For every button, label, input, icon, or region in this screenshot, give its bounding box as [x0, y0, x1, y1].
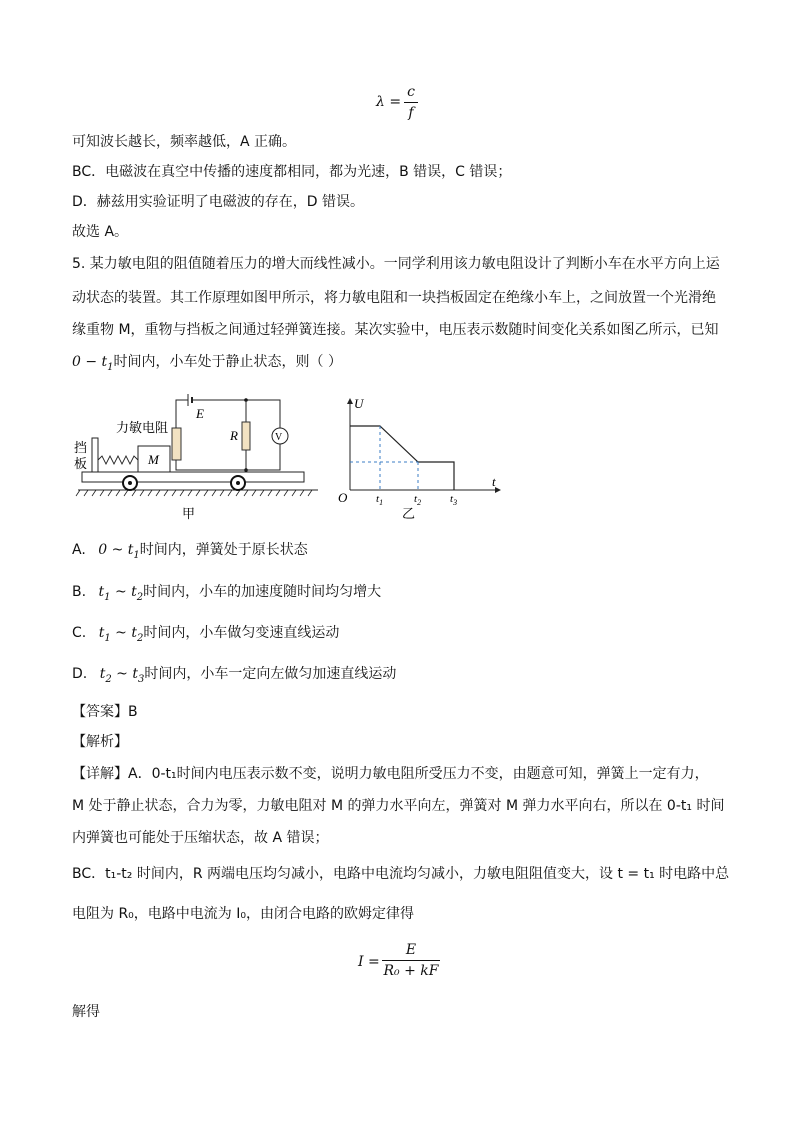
option-text: 时间内，小车一定向左做匀加速直线运动: [144, 666, 397, 682]
force-sensitive-resistor: [172, 428, 181, 460]
option-time-range: t: [98, 625, 105, 641]
resistor-R: [242, 422, 250, 450]
option-time-range: t: [99, 666, 106, 682]
formula-lambda-lhs: λ =: [376, 94, 402, 110]
answer-tag: 【答案】: [72, 704, 128, 720]
fraction-bar: [382, 960, 440, 961]
option-letter: D.: [72, 666, 88, 682]
option-text: 时间内，小车的加速度随时间均匀增大: [143, 584, 382, 600]
label-t: t: [492, 474, 496, 489]
option-A[interactable]: [72, 540, 308, 566]
subscript: 1: [104, 591, 111, 603]
option-letter: A.: [72, 542, 86, 558]
fraction-bar: [404, 102, 418, 103]
wire: [192, 400, 280, 428]
detail-line: 【详解】A．0-t₁时间内电压表示数不变，说明力敏电阻所受压力不变，由题意可知，弹簧上一定有力，: [72, 766, 709, 782]
label-M: M: [148, 452, 159, 467]
spring: [98, 456, 138, 464]
detail-line: 内弹簧也可能处于压缩状态，故 A 错误；: [72, 830, 329, 846]
detail-line: 电阻为 R₀，电路中电流为 I₀，由闭合电路的欧姆定律得: [72, 906, 414, 922]
figure-voltage-time-graph: [330, 390, 510, 520]
label-U: U: [354, 396, 364, 411]
t-axis-arrow: [495, 487, 501, 493]
fraction-numerator: c: [407, 84, 415, 100]
answer-value: B: [128, 704, 138, 720]
option-D[interactable]: [72, 664, 396, 690]
option-time-range: t: [98, 584, 105, 600]
label-baffle-2: 板: [74, 457, 88, 472]
formula-ohm-fraction: [382, 942, 440, 979]
figure-circuit-cart: [70, 390, 320, 520]
option-text: 时间内，弹簧处于原长状态: [139, 542, 308, 558]
subscript: 2: [136, 591, 144, 603]
fraction-numerator: E: [405, 942, 417, 958]
wire: [176, 444, 280, 470]
wheel-hub: [128, 481, 132, 485]
option-time-range: ~ t: [110, 584, 137, 600]
label-V: V: [275, 432, 283, 443]
caption-jia: 甲: [182, 507, 196, 520]
paragraph: D．赫兹用实验证明了电磁波的存在，D 错误。: [72, 194, 365, 210]
question-5-tail: 时间内，小车处于静止状态，则（ ）: [113, 354, 342, 370]
label-baffle-1: 挡: [74, 441, 88, 456]
option-B[interactable]: [72, 582, 381, 608]
formula-ohm-lhs: I =: [358, 954, 380, 970]
analysis-tag: 【解析】: [72, 734, 128, 750]
option-time-range: ~ t: [111, 666, 138, 682]
option-letter: C.: [72, 625, 87, 641]
label-sensor: 力敏电阻: [116, 421, 169, 436]
tick-t3: $t_3$: [450, 493, 458, 507]
time-range: 0 − t: [72, 354, 108, 370]
cart-body: [82, 472, 304, 482]
tick-t2: $t_2$: [414, 493, 422, 507]
label-R: R: [230, 428, 238, 443]
paragraph: 可知波长越长，频率越低，A 正确。: [72, 134, 297, 150]
option-text: 时间内，小车做匀变速直线运动: [143, 625, 340, 641]
subscript: 1: [133, 549, 140, 561]
fraction-denominator: R₀ + kF: [383, 963, 439, 979]
question-5-line: 缘重物 M，重物与挡板之间通过轻弹簧连接。某次实验中，电压表示数随时间变化关系如图乙所示，已知: [72, 322, 719, 338]
question-5-line: [72, 352, 342, 378]
formula-lambda: [370, 84, 430, 124]
voltage-curve: [350, 426, 454, 490]
wheel-hub: [236, 481, 240, 485]
detail-line: BC．t₁-t₂ 时间内，R 两端电压均匀减小，电路中电流均匀减小，力敏电阻阻值变大，设 t = t₁ 时电路中总: [72, 866, 730, 882]
option-C[interactable]: [72, 623, 339, 649]
option-letter: B.: [72, 584, 87, 600]
option-time-range: 0 ~ t: [98, 542, 134, 558]
formula-lambda-fraction: [404, 84, 418, 121]
label-origin: O: [338, 490, 348, 505]
detail-line: M 处于静止状态，合力为零，力敏电阻对 M 的弹力水平向左，弹簧对 M 弹力水平向右，所以在 0-t₁ 时间: [72, 798, 725, 814]
wire: [176, 400, 188, 428]
subscript: 1: [104, 632, 111, 644]
paragraph: 解得: [72, 1004, 100, 1020]
question-5-line: 动状态的装置。其工作原理如图甲所示，将力敏电阻和一块挡板固定在绝缘小车上，之间放置一个光滑绝: [72, 290, 716, 306]
u-axis-arrow: [347, 398, 353, 404]
tick-t1: $t_1$: [376, 493, 384, 507]
subscript: 2: [136, 632, 144, 644]
question-5-line: 5. 某力敏电阻的阻值随着压力的增大而线性减小。一同学利用该力敏电阻设计了判断小车在水平方向上运: [72, 256, 720, 272]
paragraph: BC．电磁波在真空中传播的速度都相同，都为光速，B 错误，C 错误；: [72, 164, 512, 180]
answer-line: [72, 702, 138, 722]
option-time-range: ~ t: [110, 625, 137, 641]
paragraph: 故选 A。: [72, 224, 129, 240]
formula-ohm: [356, 942, 446, 986]
subscript: 1: [107, 361, 114, 373]
subscript: 3: [137, 673, 145, 685]
fraction-denominator: f: [408, 105, 414, 121]
label-E: E: [196, 406, 204, 421]
baffle-plate: [92, 438, 98, 472]
subscript: 2: [105, 673, 112, 685]
caption-yi: 乙: [402, 507, 416, 520]
ground-hatch: [76, 490, 312, 496]
